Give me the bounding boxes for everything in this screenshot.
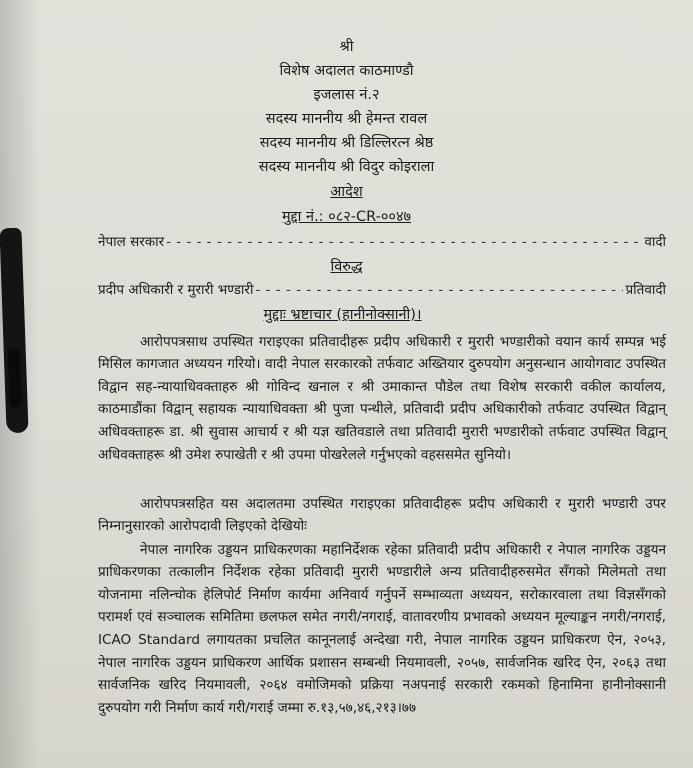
defendant-role: प्रतिवादी [625, 282, 666, 298]
paragraph-hearing: आरोपपत्रसाथ उपस्थित गराइएका प्रतिवादीहरू प्रदीप अधिकारी र मुरारी भण्डारीको वयान कार्य सम्पन्न भई मिसिल कागजात अध्ययन गरियो। वादी नेपाल सरकारको तर्फवाट अख्तियार दुरुपयोग अनुसन्धान आयोगवाट उपस्थित विद्वान सह-न्यायाधिवक्ताहरु श्री गोविन्द खनाल र श्री उमाकान्त पौडेल तथा विशेष सरकारी वकील कार्यालय, काठमाडौंका विद्वान् सहायक न्यायाधिवक्ता श्री पुजा पन्थीले, प्रतिवादी प्रदीप अधिकारीको तर्फवाट उपस्थित विद्वान् अधिवक्ताहरू डा. श्री सुवास आचार्य र श्री यज्ञ खतिवडाले तथा प्रतिवादी मुरारी भण्डारीको तर्फवाट उपस्थित विद्वान् अधिवक्ताहरू श्री उमेश रुपाखेती र श्री उपमा पोखरेलले गर्नुभएको वहससमेत सुनियो। [98, 333, 666, 463]
defendant-names: प्रदीप अधिकारी र मुरारी भण्डारी [98, 282, 254, 298]
bench-number: इजलास नं.२ [313, 87, 380, 103]
plaintiff-role: वादी [644, 234, 666, 250]
leader-dashes [255, 282, 623, 298]
versus-heading: विरुद्ध [330, 259, 363, 275]
order-title: आदेश [330, 184, 363, 200]
plaintiff-line [98, 232, 666, 250]
invocation: श्री [339, 39, 354, 55]
leader-dashes [166, 234, 642, 250]
bench-member-1: सदस्य माननीय श्री हेमन्त रावल [265, 111, 428, 127]
case-number: मुद्दा नं.: ०८२-CR-००४७ [281, 209, 412, 225]
plaintiff-name: नेपाल सरकार [98, 234, 165, 250]
bench-member-3: सदस्य माननीय श्री विदुर कोइराला [258, 159, 435, 175]
bench-member-2: सदस्य माननीय श्री डिल्लिरत्न श्रेष्ठ [259, 135, 434, 151]
case-subject: मुद्दाः भ्रष्टाचार (हानीनोक्सानी)। [263, 307, 422, 323]
paragraph-charges-detail: नेपाल नागरिक उड्डयन प्राधिकरणका महानिर्देशक रहेका प्रतिवादी प्रदीप अधिकारी र नेपाल नागरिक उड्डयन प्राधिकरणका तत्कालीन निर्देशक रहेका प्रतिवादी मुरारी भण्डारीले अन्य प्रतिवादीहरुसमेत सँगको मिलेमतो तथा योजनामा नलिन्चोक हेलिपोर्ट निर्माण कार्यमा अनिवार्य गर्नुपर्ने सम्भाव्यता अध्ययन, सरोकारवाला तथा विज्ञसँगको परामर्श एवं सञ्चालक समितिमा छलफल समेत नगरी/नगराई, वातावरणीय प्रभावको अध्ययन मूल्याङ्कन नगरी/नगराई, ICAO Standard लगायतका प्रचलित कानूनलाई अन्देखा गरी, नेपाल नागरिक उड्डयन प्राधिकरण ऐन, २०५३, नेपाल नागरिक उड्डयन प्राधिकरण आर्थिक प्रशासन सम्बन्धी नियमावली, २०५७, सार्वजनिक खरिद ऐन, २०६३ तथा सार्वजनिक खरिद नियमावली, २०६४ वमोजिमको प्रक्रिया नअपनाई सरकारी रकमको हिनामिना हानीनोक्सानी दुरुपयोग गरी निर्माण कार्य गरी/गराई जम्मा रु.१३,५७,४६,२१३।७७ [98, 541, 666, 716]
court-name: विशेष अदालत काठमाण्डौ [279, 63, 414, 79]
defendant-line [98, 280, 666, 298]
paragraph-charges-intro: आरोपपत्रसहित यस अदालतमा उपस्थित गराइएका प्रतिवादीहरू प्रदीप अधिकारी र मुरारी भण्डारी उपर निम्नानुसारको आरोपदावी लिइएको देखियोः [98, 495, 666, 535]
